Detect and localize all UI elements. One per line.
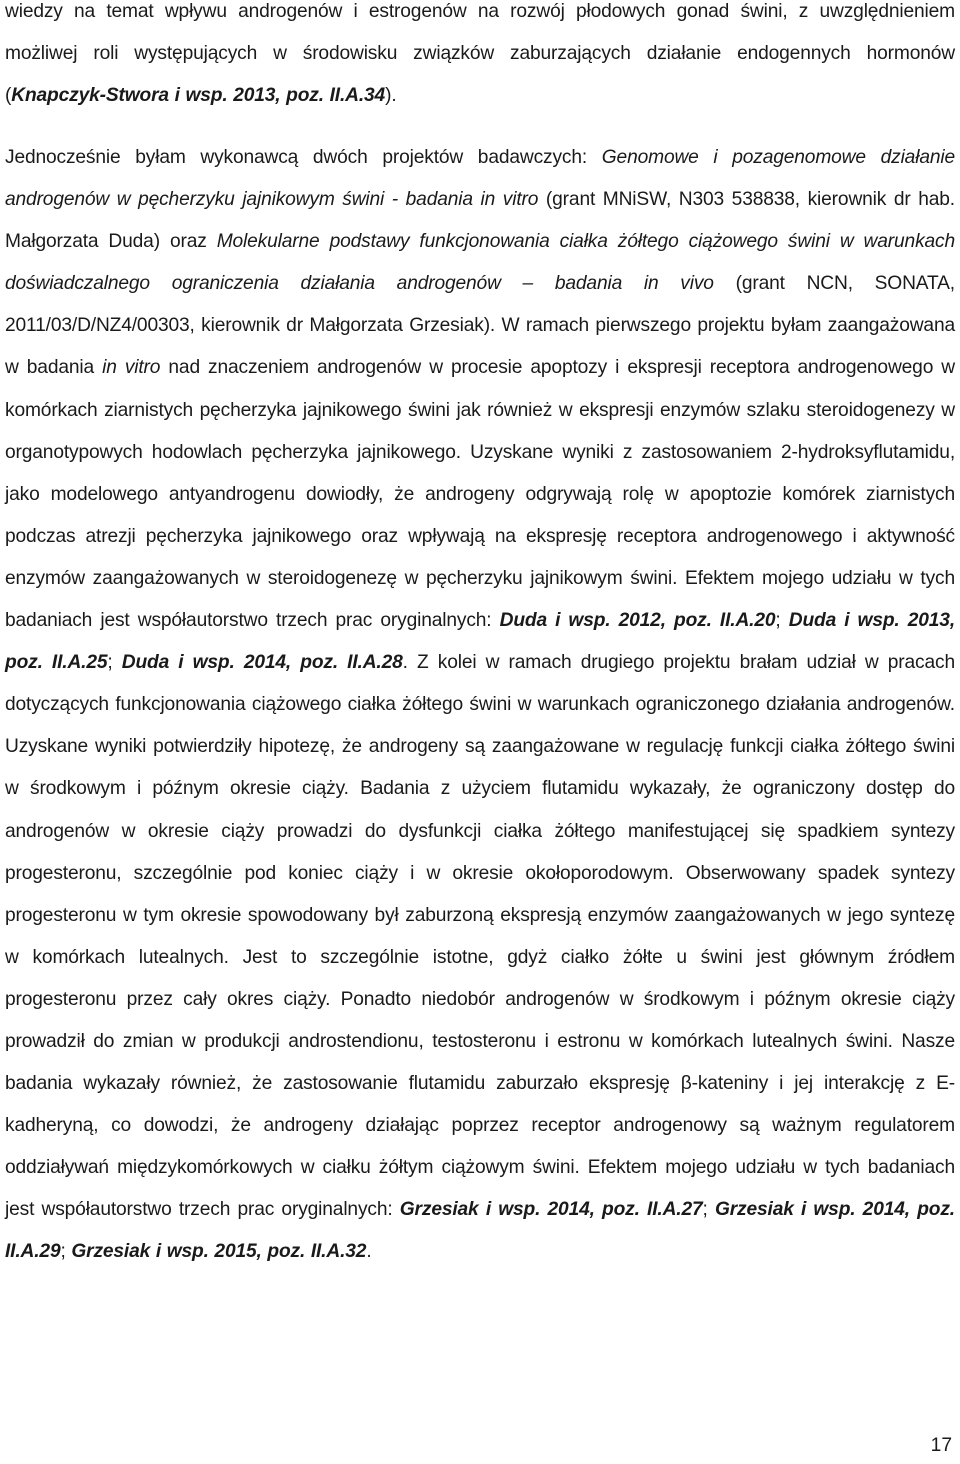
citation: Duda i wsp. 2013, poz. II.A.25: [5, 610, 956, 674]
body-text: ).: [385, 85, 397, 107]
citation: Duda i wsp. 2014, poz. II.A.28: [121, 652, 403, 674]
body-text: ;: [60, 1241, 72, 1263]
citation: Grzesiak i wsp. 2014, poz. II.A.27: [399, 1199, 703, 1221]
italic-text: in vitro: [102, 357, 161, 379]
citation: Knapczyk-Stwora i wsp. 2013, poz. II.A.34: [11, 85, 386, 107]
body-text: Jednocześnie byłam wykonawcą dwóch projektów badawczych:: [5, 147, 602, 168]
body-text: wiedzy na temat wpływu androgenów i estrogenów na rozwój płodowych gonad świni, z uwzględnieniem możliwej roli występujących w środowisku związków zaburzających działanie endogennych hormonów (: [5, 1, 955, 107]
italic-text: Molekularne podstawy funkcjonowania ciałka żółtego ciążowego świni w warunkach doświadczalnego ograniczenia działania androgenów – badania in vivo: [5, 231, 955, 295]
body-text: ;: [702, 1199, 715, 1221]
citation: Duda i wsp. 2012, poz. II.A.20: [499, 610, 776, 632]
citation: Grzesiak i wsp. 2015, poz. II.A.32: [71, 1241, 367, 1263]
page-number: 17: [930, 1435, 952, 1456]
citation: Grzesiak i wsp. 2014, poz. II.A.29: [5, 1199, 955, 1263]
body-text: (grant MNiSW, N303 538838, kierownik dr hab. Małgorzata Duda) oraz: [5, 189, 955, 253]
body-text: ;: [107, 652, 122, 674]
italic-text: Genomowe i pozagenomowe działanie androgenów w pęcherzyku jajnikowym świni - badania in vitro: [5, 147, 955, 211]
body-text: .: [366, 1241, 372, 1263]
paragraph-1: [5, 0, 955, 117]
body-text: nad znaczeniem androgenów w procesie apoptozy i ekspresji receptora androgenowego w komórkach ziarnistych pęcherzyka jajnikowego świni jak również w ekspresji enzymów szlaku steroidogenezy w organotypowych hodowlach pęcherzyka jajnikowego. Uzyskane wyniki z zastosowaniem 2-hydroksyflutamidu, jako modelowego antyandrogenu dowiodły, że androgeny odgrywają rolę w apoptozie komórek ziarnistych podczas atrezji pęcherzyka jajnikowego oraz wpływają na ekspresję receptora androgenowego i aktywność enzymów zaangażowanych w steroidogenezę w pęcherzyku jajnikowym świni. Efektem mojego udziału w tych badaniach jest współautorstwo trzech prac oryginalnych:: [5, 357, 956, 632]
body-text: . Z kolei w ramach drugiego projektu brałam udział w pracach dotyczących funkcjonowania ciążowego ciałka żółtego świni w warunkach ograniczonego działania androgenów. Uzyskane wyniki potwierdziły hipotezę, że androgeny są zaangażowane w regulację funkcji ciałka żółtego świni w środkowym i późnym okresie ciąży. Badania z użyciem flutamidu wykazały, że ograniczony dostęp do androgenów w okresie ciąży prowadzi do dysfunkcji ciałka żółtego manifestującej się spadkiem syntezy progesteronu, szczególnie pod koniec ciąży i w okresie okołoporodowym. Obserwowany spadek syntezy progesteronu w tym okresie spowodowany był zaburzoną ekspresją enzymów zaangażowanych w jego syntezę w komórkach lutealnych. Jest to szczególnie istotne, gdyż ciałko żółte u świni jest głównym źródłem progesteronu przez cały okres ciąży. Ponadto niedobór androgenów w środkowym i późnym okresie ciąży prowadził do zmian w produkcji androstendionu, testosteronu i estronu w komórkach lutealnych świni. Nasze badania wykazały również, że zastosowanie flutamidu zaburzało ekspresję β-kateniny i jej interakcję z E-kadheryną, co dowodzi, że androgeny działając poprzez receptor androgenowy są ważnym regulatorem oddziaływań międzykomórkowych w ciałku żółtym ciążowym świni. Efektem mojego udziału w tych badaniach jest współautorstwo trzech prac oryginalnych:: [5, 652, 955, 1221]
body-text: (grant NCN, SONATA, 2011/03/D/NZ4/00303, kierownik dr Małgorzata Grzesiak). W ramach pierwszego projektu byłam zaangażowana w badania: [5, 273, 955, 379]
body-text: ;: [775, 610, 789, 632]
paragraph-2: [5, 137, 955, 1274]
